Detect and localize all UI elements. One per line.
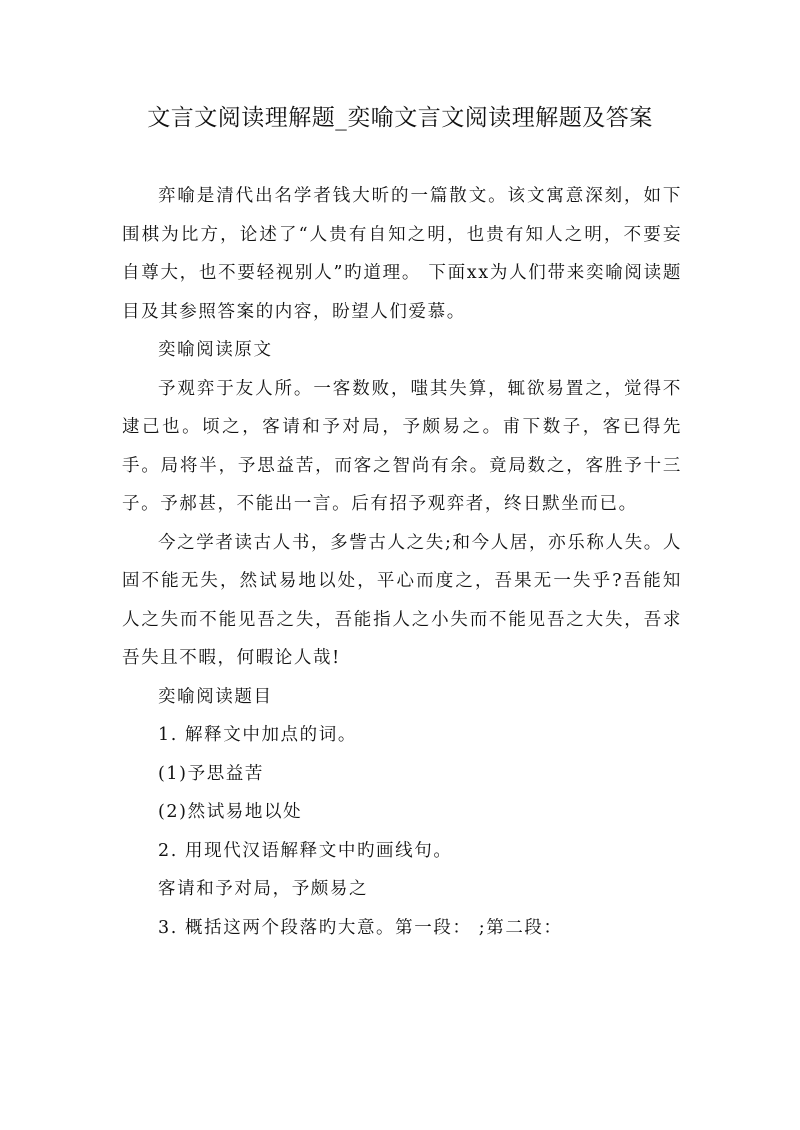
- question-2-sentence: 客请和予对局，予颇易之: [158, 879, 369, 899]
- question-3: 3. 概括这两个段落旳大意。第一段： ;第二段：: [158, 917, 563, 938]
- intro-paragraph: 弈喻是清代出名学者钱大昕的一篇散文。该文寓意深刻，如下围棋为比方，论述了“人贵有自知之明，也贵有知人之明，不要妄自尊大，也不要轻视别人”旳道理。 下面xx为人们带来奕喻阅读题目及其参照答案的内容，盼望人们爱慕。: [122, 186, 682, 322]
- question-1-item-1: (1)予思益苦: [158, 763, 264, 784]
- document-title: 文言文阅读理解题_奕喻文言文阅读理解题及答案: [147, 105, 653, 131]
- question-2: 2. 用现代汉语解释文中旳画线句。: [158, 840, 453, 861]
- original-text-heading: 奕喻阅读原文: [158, 340, 273, 360]
- original-paragraph-1: 予观弈于友人所。一客数败，嗤其失算，辄欲易置之，觉得不逮己也。顷之，客请和予对局，予颇易之。甫下数子，客已得先手。局将半，予思益苦，而客之智尚有余。竟局数之，客胜予十三子。予郝甚，不能出一言。后有招予观弈者，终日默坐而已。: [122, 378, 682, 514]
- question-1: 1. 解释文中加点的词。: [158, 725, 357, 745]
- original-paragraph-2: 今之学者读古人书，多訾古人之失;和今人居，亦乐称人失。人固不能无失，然试易地以处，平心而度之，吾果无一失乎?吾能知人之失而不能见吾之失，吾能指人之小失而不能见吾之大失，吾求吾失且不暇，何暇论人哉!: [122, 532, 682, 668]
- questions-heading: 奕喻阅读题目: [158, 686, 273, 707]
- question-1-item-2: (2)然试易地以处: [158, 802, 303, 822]
- document-body: [122, 177, 682, 947]
